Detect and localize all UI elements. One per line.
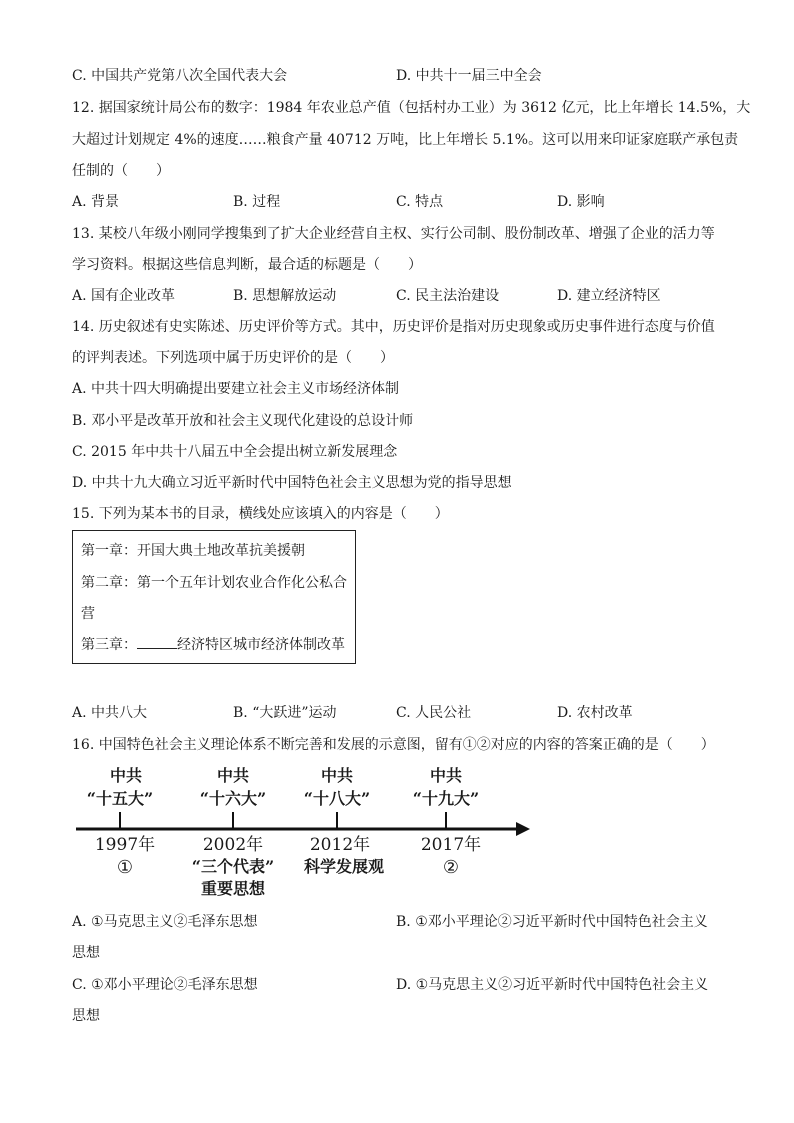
timeline-party-2012: 中共 — [320, 766, 354, 785]
q15-option-d: D. 农村改革 — [557, 705, 633, 721]
q13-stem-line-2: 学习资料。根据这些信息判断，最合适的标题是（ ） — [72, 257, 422, 273]
toc-chapter-3-prefix: 第三章： — [81, 637, 137, 653]
q16-option-b-line-2: 思想 — [72, 945, 100, 961]
toc-chapter-3-suffix: 经济特区城市经济体制改革 — [177, 637, 345, 653]
q13-option-b: B. 思想解放运动 — [233, 288, 337, 304]
q14-option-c: C. 2015 年中共十八届五中全会提出树立新发展理念 — [72, 444, 398, 460]
q12-stem-line-3: 任制的（ ） — [72, 163, 170, 179]
timeline-year-2017: 2017年 — [420, 835, 482, 855]
q13-stem-line-1: 13. 某校八年级小刚同学搜集到了扩大企业经营自主权、实行公司制、股份制改革、增强了企业的活力等 — [72, 226, 715, 242]
q14-option-d: D. 中共十九大确立习近平新时代中国特色社会主义思想为党的指导思想 — [72, 475, 512, 491]
q15-option-b: B. “大跃进”运动 — [233, 705, 337, 721]
q13-option-a: A. 国有企业改革 — [72, 288, 176, 304]
q12-option-c: C. 特点 — [396, 194, 444, 210]
timeline-label-2002-line-1: “三个代表” — [191, 857, 275, 876]
q11-option-c: C. 中国共产党第八次全国代表大会 — [72, 68, 288, 84]
q12-option-d: D. 影响 — [557, 194, 605, 210]
timeline-congress-2012: “十八大” — [303, 789, 371, 808]
timeline-congress-2002: “十六大” — [199, 789, 267, 808]
q15-option-c: C. 人民公社 — [396, 705, 472, 721]
q11-option-d: D. 中共十一届三中全会 — [396, 68, 542, 84]
toc-chapter-2-line-1: 第二章：第一个五年计划农业合作化公私合 — [81, 575, 347, 591]
timeline-label-2012: 科学发展观 — [303, 857, 385, 876]
q14-stem-line-2: 的评判表述。下列选项中属于历史评价的是（ ） — [72, 350, 394, 366]
timeline-label-2002-line-2: 重要思想 — [200, 879, 266, 898]
toc-chapter-2-line-2: 营 — [81, 606, 95, 622]
q12-stem-line-2: 大超过计划规定 4%的速度……粮食产量 40712 万吨，比上年增长 5.1%。这可以用来印证家庭联产承包责 — [72, 132, 739, 148]
q16-option-d-line-1: D. ①马克思主义②习近平新时代中国特色社会主义 — [396, 977, 709, 993]
timeline-year-2012: 2012年 — [309, 835, 371, 855]
q15-stem: 15. 下列为某本书的目录，横线处应该填入的内容是（ ） — [72, 506, 449, 522]
timeline-label-1: ① — [116, 857, 134, 878]
timeline-party-2017: 中共 — [429, 766, 463, 785]
q15-option-a: A. 中共八大 — [72, 705, 148, 721]
q14-option-b: B. 邓小平是改革开放和社会主义现代化建设的总设计师 — [72, 413, 414, 429]
q16-option-a: A. ①马克思主义②毛泽东思想 — [72, 914, 258, 930]
q12-option-a: A. 背景 — [72, 194, 120, 210]
timeline-party-1997: 中共 — [109, 766, 143, 785]
timeline-year-2002: 2002年 — [202, 835, 264, 855]
q12-stem-line-1: 12. 据国家统计局公布的数字：1984 年农业总产值（包括村办工业）为 3612 亿元，比上年增长 14.5%，大 — [72, 100, 751, 116]
q16-option-c: C. ①邓小平理论②毛泽东思想 — [72, 977, 258, 993]
q14-stem-line-1: 14. 历史叙述有史实陈述、历史评价等方式。其中，历史评价是指对历史现象或历史事件进行态度与价值 — [72, 319, 715, 335]
timeline-congress-2017: “十九大” — [412, 789, 480, 808]
q14-option-a: A. 中共十四大明确提出要建立社会主义市场经济体制 — [72, 381, 400, 397]
q13-option-d: D. 建立经济特区 — [557, 288, 661, 304]
timeline-arrow-head — [516, 822, 530, 836]
q13-option-c: C. 民主法治建设 — [396, 288, 500, 304]
q16-stem: 16. 中国特色社会主义理论体系不断完善和发展的示意图，留有①②对应的内容的答案正确的是（ ） — [72, 737, 715, 753]
q16-option-b-line-1: B. ①邓小平理论②习近平新时代中国特色社会主义 — [396, 914, 708, 930]
timeline-label-2: ② — [442, 857, 460, 878]
toc-chapter-1: 第一章：开国大典土地改革抗美援朝 — [81, 543, 305, 559]
timeline-year-1997: 1997年 — [94, 835, 156, 855]
q12-option-b: B. 过程 — [233, 194, 281, 210]
q16-option-d-line-2: 思想 — [72, 1008, 100, 1024]
timeline-party-2002: 中共 — [216, 766, 250, 785]
timeline-congress-1997: “十五大” — [86, 789, 154, 808]
